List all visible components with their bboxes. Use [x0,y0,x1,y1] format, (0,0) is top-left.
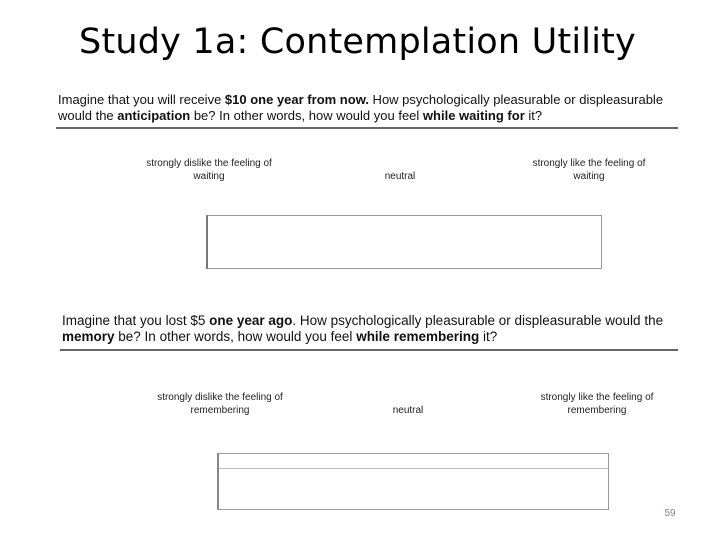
question-2-part-4: it? [479,329,498,344]
question-1-part-2: How psychologically pleasurable or displeasurable would the [58,92,664,123]
question-2-divider [60,349,678,351]
question-1-text [58,92,678,124]
page-number: 59 [664,508,676,519]
question-2-bold-3: while remembering [356,329,480,344]
question-1-divider [56,127,678,129]
scale-1-left-label: strongly dislike the feeling of waiting [146,158,272,182]
question-2-bold-1: one year ago [209,313,293,328]
question-2-part-2: . How psychologically pleasurable or displeasurable would the [292,313,664,328]
scale-1-right-label: strongly like the feeling of waiting [532,158,646,182]
question-1-part-3: be? In other words, how would you feel [190,108,423,123]
scale-2-right-label: strongly like the feeling of remembering [540,392,654,416]
question-1-part-1: Imagine that you will receive [58,92,225,107]
question-2-text [62,313,682,345]
question-1-bold-1: $10 one year from now. [224,92,369,107]
scale-2-response-slider[interactable] [217,453,609,510]
slide-title: Study 1a: Contemplation Utility [79,22,636,62]
question-1-bold-3: while waiting for [422,108,525,123]
question-2-bold-2: memory [62,329,115,344]
scale-1-neutral-label: neutral [384,171,416,182]
scale-2-slider-track [219,468,608,469]
question-2-part-3: be? In other words, how would you feel [114,329,357,344]
scale-1-response-slider[interactable] [206,215,602,269]
question-2-part-1: Imagine that you lost $5 [62,313,210,328]
question-1-bold-2: anticipation [117,108,191,123]
scale-2-left-label: strongly dislike the feeling of remembering [157,392,283,416]
scale-2-neutral-label: neutral [392,405,424,416]
question-1-part-4: it? [524,108,543,123]
